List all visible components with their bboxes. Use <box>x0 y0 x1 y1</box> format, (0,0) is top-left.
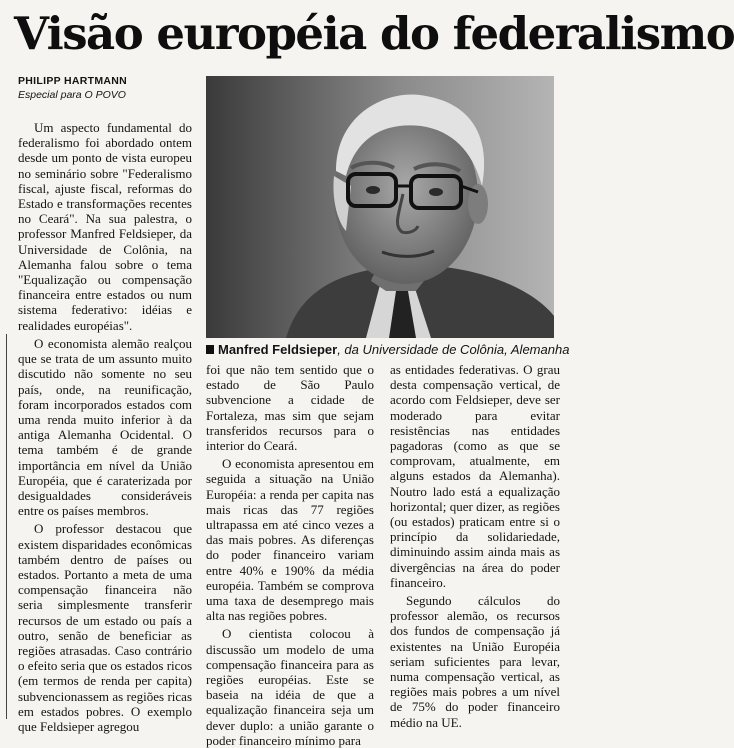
article-column-3 <box>390 362 560 730</box>
paragraph: Um aspecto fundamental do federalismo foi abordado ontem desde um ponto de vista europeu no seminário sobre "Federalismo fiscal, ajuste fiscal, reformas do Estado e transformações recentes no Ceará". Na sua palestra, o professor Manfred Feldsieper, da Universidade de Colônia, na Alemanha falou sobre o tema "Equalização ou compensação financeira entre estados ou num sistema federativo: idéias e realidades européias". <box>18 120 192 333</box>
caption-affiliation: , da Universidade de Colônia, Alemanha <box>337 342 570 357</box>
author-name: PHILIPP HARTMANN <box>18 75 128 87</box>
paragraph: O professor destacou que existem disparidades econômicas também dentro de países ou estados. Portanto a meta de uma compensação financeira não seria simplesmente transferir recursos de um estado ou país a outro, senão de beneficiar as regiões atrasadas. Caso contrário o efeito seria que os estados ricos (em termos de renda per capita) subvencionassem as regiões ricas em estados pobres. O exemplo que Feldsieper agregou <box>18 521 193 735</box>
photo-caption <box>206 342 584 358</box>
paragraph: O cientista colocou à discussão um modelo de uma compensação financeira para as regiões européias. Este se baseia na idéia de que a equalização financeira seja um dever duplo: a união garante o poder financeiro mínimo para <box>206 626 374 748</box>
column-rule <box>6 334 7 719</box>
paragraph: foi que não tem sentido que o estado de São Paulo subvencione a cidade de Fortaleza, mas sim que sejam transferidos recursos para o interior do Ceará. <box>206 362 374 454</box>
caption-name: Manfred Feldsieper <box>218 342 338 357</box>
headline: Visão européia do federalismo <box>14 7 734 60</box>
portrait-photo <box>206 76 554 338</box>
author-credit: Especial para O POVO <box>18 89 126 101</box>
portrait-illustration <box>206 76 554 338</box>
caption-marker-icon <box>206 345 214 354</box>
paragraph: O economista apresentou em seguida a situação na União Européia: a renda per capita nas mais ricas das 77 regiões ultrapassa em até cinco vezes a das mais pobres. As diferenças do poder financeiro variam entre 40% e 190% da média européia. Também se comprova uma taxa de desemprego mais alta nas regiões pobres. <box>206 456 374 624</box>
article-column-2 <box>206 362 374 748</box>
article-column-1-bottom <box>18 336 192 734</box>
article-column-1-top <box>18 120 192 333</box>
paragraph: as entidades federativas. O grau desta compensação vertical, de acordo com Feldsieper, deve ser moderado para evitar resistências nas entidades pagadoras (como as que se comprovam, atualmente, em alguns estados da Alemanha). Noutro lado está a equalização horizontal; quer dizer, as regiões (ou estados) praticam entre si o princípio da solidariedade, diminuindo assim ainda mais as divergências na área do poder financeiro. <box>390 362 560 590</box>
byline <box>18 74 127 102</box>
paragraph: Segundo cálculos do professor alemão, os recursos dos fundos de compensação já existentes na União Européia seriam suficientes para levar, numa compensação vertical, as regiões mais pobres a um nível de 75% do poder financeiro médio na UE. <box>390 593 560 730</box>
paragraph: O economista alemão realçou que se trata de um assunto muito discutido não somente no seu país, onde, na reunificação, foram incorporados estados com uma renda muito inferior à da antiga Alemanha Ocidental. O tema também é de grande importância em nível da União Européia, que é caraterizada por desigualdades consideráveis entre os países membros. <box>18 336 192 519</box>
